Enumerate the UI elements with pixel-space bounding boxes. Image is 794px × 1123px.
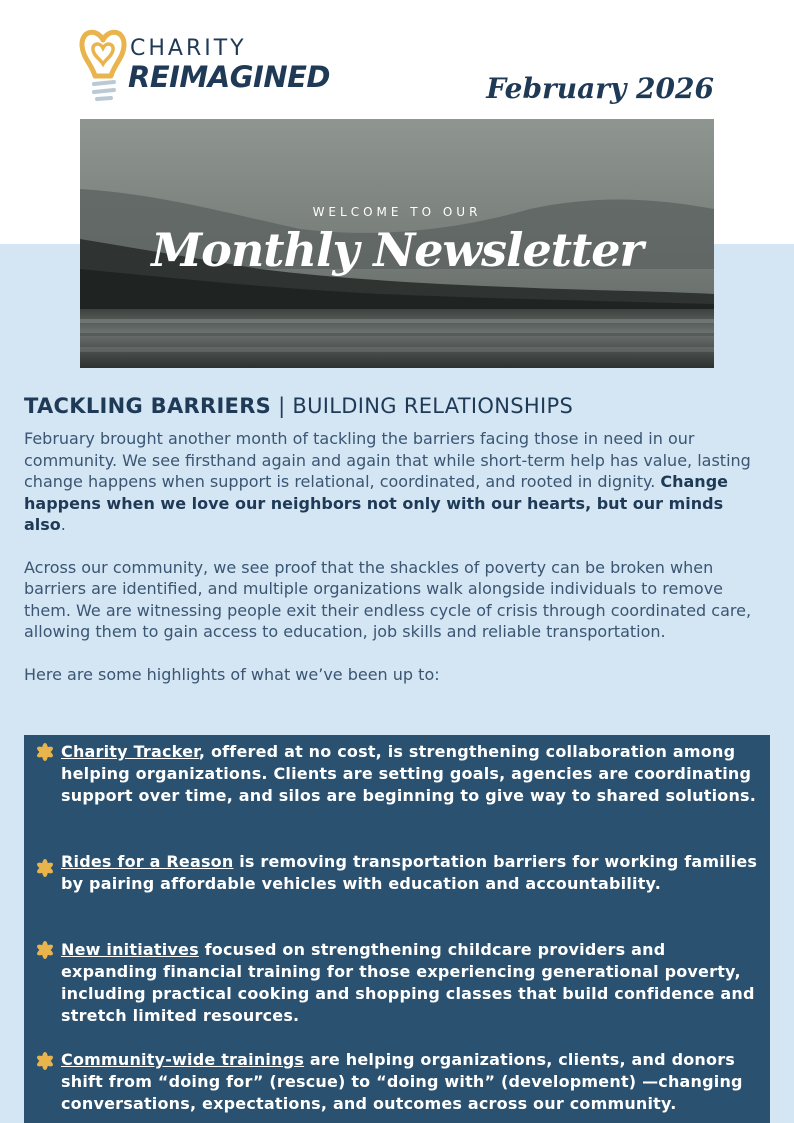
highlight-text: focused on strengthening childcare providers and expanding financial training for those experiencing generational poverty, including practical cooking and shopping classes that build confidence and stretch limited resources. bbox=[61, 940, 755, 1025]
hero-banner bbox=[80, 119, 714, 368]
highlight-text: are helping organizations, clients, and donors shift from “doing for” (rescue) to “doing with” (development) —changing conversations, expectations, and outcomes across our community. bbox=[61, 1050, 743, 1113]
hero-welcome-text: WELCOME TO OUR bbox=[312, 205, 482, 219]
highlight-text: , offered at no cost, is strengthening collaboration among helping organizations. Clients are setting goals, agencies are coordinating support over time, and silos are beginning to give way to shared solutions. bbox=[61, 742, 757, 805]
intro-p1-text: February brought another month of tackling the barriers facing those in need in our community. We see firsthand again and again that while short-term help has value, lasting change happens when support is relational, coordinated, and rooted in dignity. bbox=[24, 429, 751, 491]
asterisk-icon bbox=[34, 939, 56, 961]
intro-paragraph-2: Across our community, we see proof that the shackles of poverty can be broken when barriers are identified, and multiple organizations walk alongside individuals to remove them. We are witnessing people exit their endless cycle of crisis through coordinated care, allowing them to gain access to education, job skills and reliable transportation. bbox=[24, 557, 752, 641]
intro-paragraph-3: Here are some highlights of what we’ve been up to: bbox=[24, 664, 440, 684]
section-title-rest: | BUILDING RELATIONSHIPS bbox=[271, 394, 574, 418]
asterisk-icon bbox=[34, 857, 56, 879]
asterisk-icon bbox=[34, 1050, 56, 1072]
highlight-item bbox=[61, 741, 761, 807]
asterisk-icon bbox=[34, 741, 56, 763]
intro-p1-bold: Change happens when we love our neighbors not only with our hearts, but our minds also bbox=[24, 472, 728, 534]
newsletter-date: February 2026 bbox=[486, 72, 714, 105]
highlight-link[interactable]: Charity Tracker bbox=[61, 742, 199, 761]
highlight-text: is removing transportation barriers for working families by pairing affordable vehicles with education and accountability. bbox=[61, 852, 758, 893]
highlight-item bbox=[61, 939, 761, 1027]
intro-p1-end: . bbox=[60, 515, 66, 534]
logo-charity-text: CHARITY bbox=[130, 36, 247, 61]
highlight-item bbox=[61, 851, 761, 895]
highlight-link[interactable]: Community-wide trainings bbox=[61, 1050, 305, 1069]
main-content bbox=[24, 394, 770, 685]
intro-paragraph-1 bbox=[24, 428, 770, 536]
highlight-link[interactable]: New initiatives bbox=[61, 940, 199, 959]
section-title-bold: TACKLING BARRIERS bbox=[24, 394, 272, 418]
highlights-panel bbox=[24, 735, 770, 1123]
logo bbox=[78, 18, 338, 108]
section-title bbox=[24, 394, 770, 418]
logo-reimagined-text: REIMAGINED bbox=[128, 60, 330, 94]
highlight-item bbox=[61, 1049, 761, 1115]
highlight-link[interactable]: Rides for a Reason bbox=[61, 852, 234, 871]
lightbulb-heart-icon bbox=[78, 18, 128, 106]
hero-title: Monthly Newsletter bbox=[151, 223, 643, 277]
